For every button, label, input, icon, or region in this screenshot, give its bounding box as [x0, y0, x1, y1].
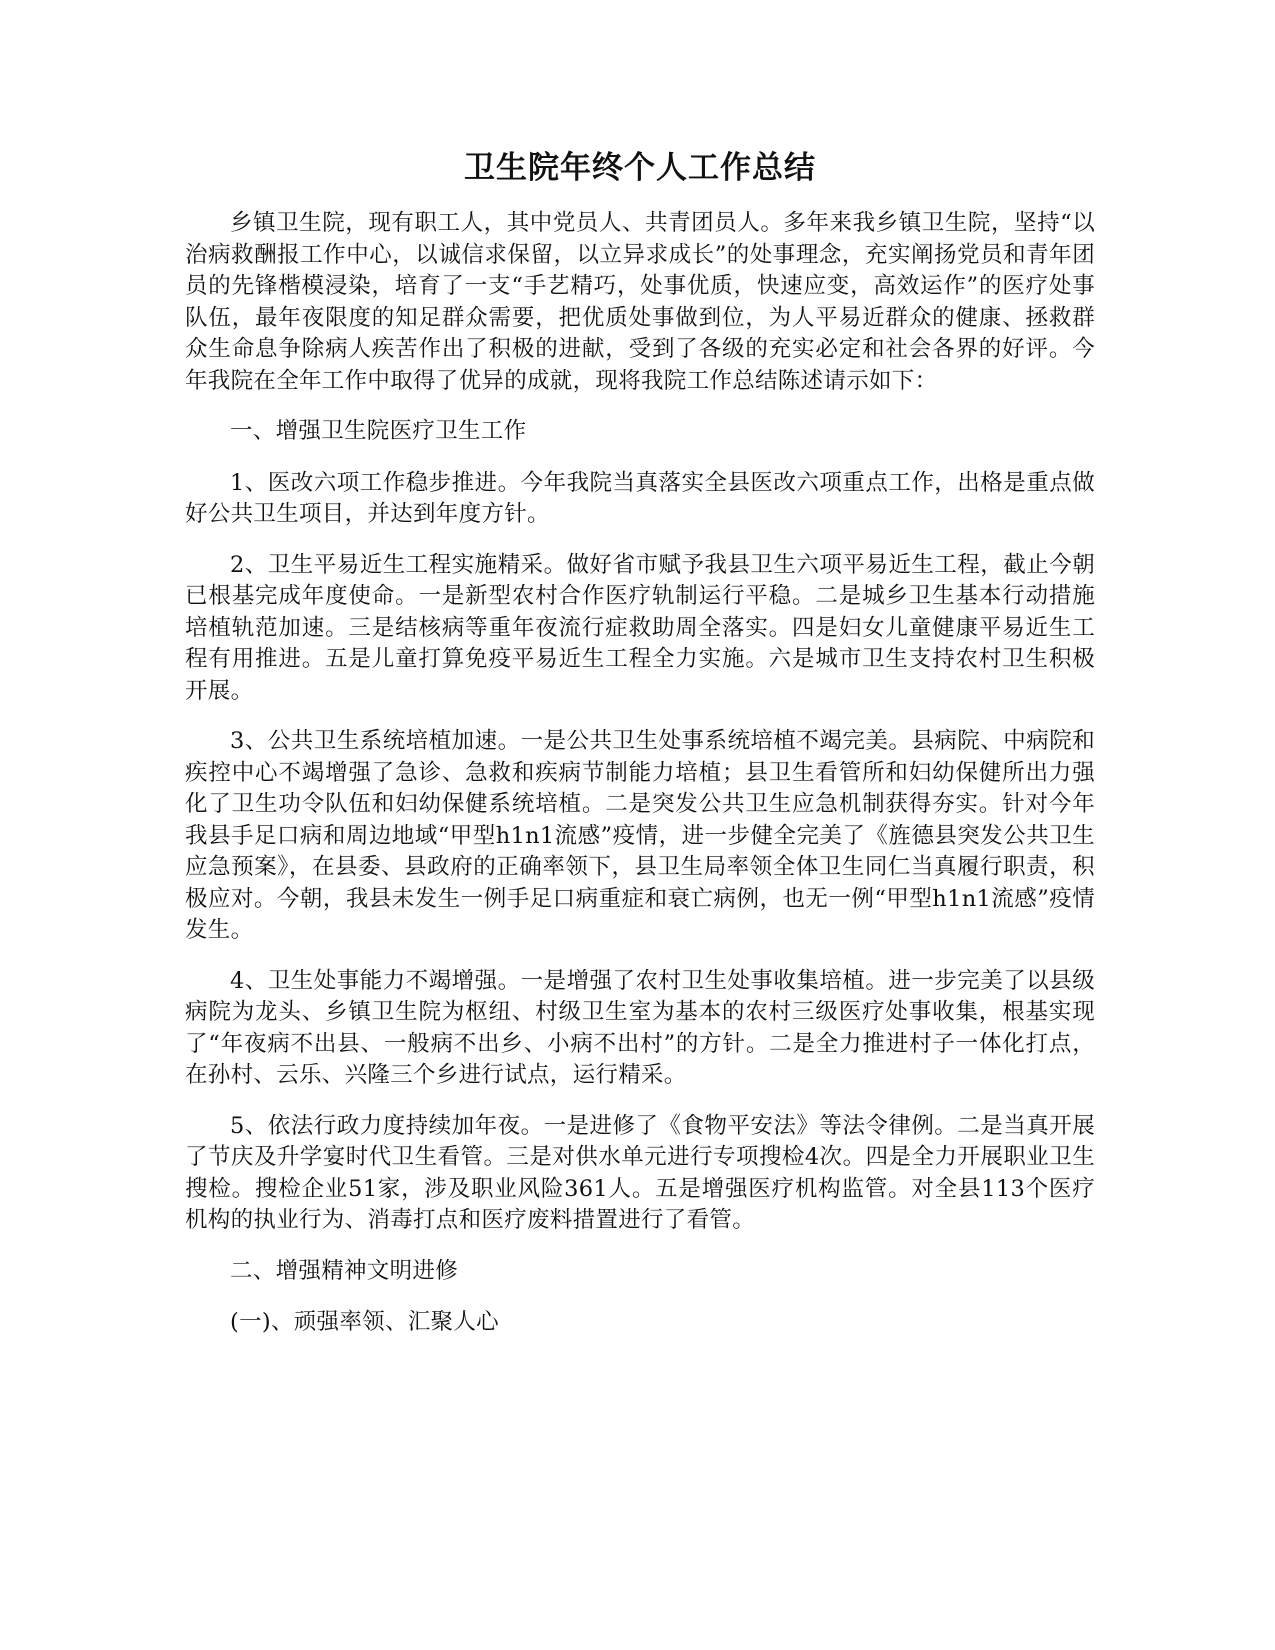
item-paragraph-3: 3、公共卫生系统培植加速。一是公共卫生处事系统培植不竭完美。县病院、中病院和疾控中心不竭增强了急诊、急救和疾病节制能力培植；县卫生看管所和妇幼保健所出力强化了卫生功令队伍和妇幼保健系统培植。二是突发公共卫生应急机制获得夯实。针对今年我县手足口病和周边地域“甲型h1n1流感”疫情，进一步健全完美了《旌德县突发公共卫生应急预案》，在县委、县政府的正确率领下，县卫生局率领全体卫生同仁当真履行职责，积极应对。今朝，我县未发生一例手足口病重症和衰亡病例，也无一例“甲型h1n1流感”疫情发生。 — [185, 728, 1096, 943]
intro-paragraph: 乡镇卫生院，现有职工人，其中党员人、共青团员人。多年来我乡镇卫生院，坚持“以治病救酬报工作中心，以诚信求保留，以立异求成长”的处事理念，充实阐扬党员和青年团员的先锋楷模浸染，培育了一支“手艺精巧，处事优质，快速应变，高效运作”的医疗处事队伍，最年夜限度的知足群众需要，把优质处事做到位，为人平易近群众的健康、拯救群众生命息争除病人疾苦作出了积极的进献，受到了各级的充实必定和社会各界的好评。今年我院在全年工作中取得了优异的成就，现将我院工作总结陈述请示如下： — [185, 210, 1095, 394]
section-heading-1: 一、增强卫生院医疗卫生工作 — [230, 418, 527, 444]
document-page — [185, 148, 1095, 1359]
item-paragraph-5: 5、依法行政力度持续加年夜。一是进修了《食物平安法》等法令律例。二是当真开展了节庆及升学宴时代卫生看管。三是对供水单元进行专项搜检4次。四是全力开展职业卫生搜检。搜检企业51家，涉及职业风险361人。五是增强医疗机构监管。对全县113个医疗机构的执业行为、消毒打点和医疗废料措置进行了看管。 — [185, 1112, 1095, 1233]
subsection-heading-1: (一)、顽强率领、汇聚人心 — [230, 1309, 499, 1335]
document-title: 卫生院年终个人工作总结 — [464, 150, 816, 186]
section-heading-2: 二、增强精神文明进修 — [230, 1257, 459, 1284]
item-paragraph-2: 2、卫生平易近生工程实施精采。做好省市赋予我县卫生六项平易近生工程，截止今朝已根基完成年度使命。一是新型农村合作医疗轨制运行平稳。二是城乡卫生基本行动措施培植轨范加速。三是结核病等重年夜流行症救助周全落实。四是妇女儿童健康平易近生工程有用推进。五是儿童打算免疫平易近生工程全力实施。六是城市卫生支持农村卫生积极开展。 — [185, 551, 1095, 704]
item-paragraph-1: 1、医改六项工作稳步推进。今年我院当真落实全县医改六项重点工作，出格是重点做好公共卫生项目，并达到年度方针。 — [185, 469, 1095, 527]
item-paragraph-4: 4、卫生处事能力不竭增强。一是增强了农村卫生处事收集培植。进一步完美了以县级病院为龙头、乡镇卫生院为枢纽、村级卫生室为基本的农村三级医疗处事收集，根基实现了“年夜病不出县、一般病不出乡、小病不出村”的方针。二是全力推进村子一体化打点，在孙村、云乐、兴隆三个乡进行试点，运行精采。 — [185, 967, 1095, 1088]
